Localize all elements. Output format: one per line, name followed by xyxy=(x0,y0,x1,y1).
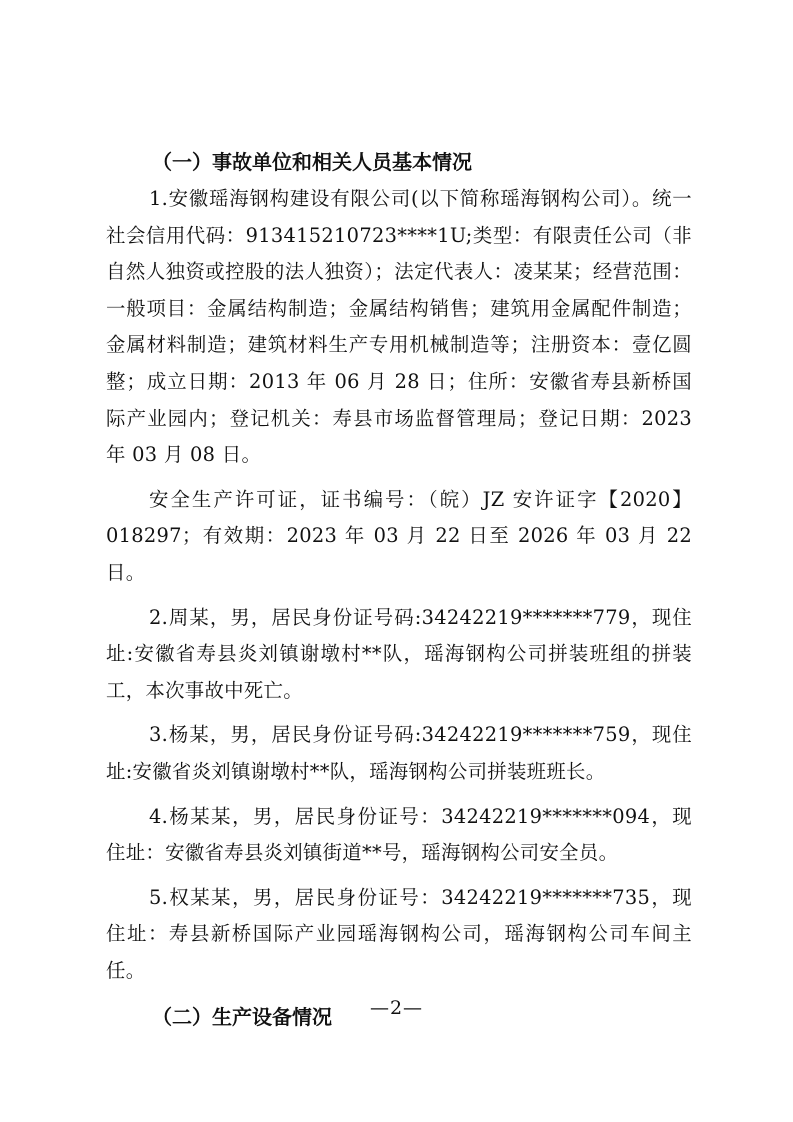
paragraph-gap xyxy=(106,474,692,482)
paragraph-safety-license: 安全生产许可证，证书编号：（皖）JZ 安许证字【2020】018297；有效期：2023 年 03 月 22 日至 2026 年 03 月 22 日。 xyxy=(106,487,692,584)
paragraph-gap xyxy=(106,872,692,880)
paragraph-person-5: 5.权某某，男，居民身份证号：34242219*******735，现住址：寿县新桥国际产业园瑶海钢构公司，瑶海钢构公司车间主任。 xyxy=(106,885,692,982)
paragraph-gap xyxy=(106,709,692,717)
paragraph-person-2: 2.周某，男，居民身份证号码:34242219*******779，现住址:安徽省寿县炎刘镇谢墩村**队，瑶海钢构公司拼装班组的拼装工，本次事故中死亡。 xyxy=(106,605,692,702)
section-heading-1: （一）事故单位和相关人员基本情况 xyxy=(152,150,472,174)
paragraph-gap xyxy=(106,791,692,799)
paragraph-gap xyxy=(106,592,692,600)
paragraph-company-info: 1.安徽瑶海钢构建设有限公司(以下简称瑶海钢构公司）。统一社会信用代码：913415210723****1U;类型：有限责任公司（非自然人独资或控股的法人独资）；法定代表人：凌某某；经营范围：一般项目：金属结构制造；金属结构销售；建筑用金属配件制造；金属材料制造；建筑材料生产专用机械制造等；注册资本：壹亿圆整；成立日期：2013 年 06 月 28 日；住所：安徽省寿县新桥国际产业园内；登记机关：寿县市场监督管理局；登记日期：2023 年 03 月 08 日。 xyxy=(106,187,692,467)
paragraph-person-3: 3.杨某，男，居民身份证号码:34242219*******759，现住址:安徽省炎刘镇谢墩村**队，瑶海钢构公司拼装班班长。 xyxy=(106,723,692,783)
document-body xyxy=(106,144,692,1036)
paragraph-person-4: 4.杨某某，男，居民身份证号：34242219*******094，现住址：安徽省寿县炎刘镇街道**号，瑶海钢构公司安全员。 xyxy=(106,804,692,865)
section-heading-2: （二）生产设备情况 xyxy=(152,1005,332,1030)
page-number: —2— xyxy=(369,997,424,1019)
